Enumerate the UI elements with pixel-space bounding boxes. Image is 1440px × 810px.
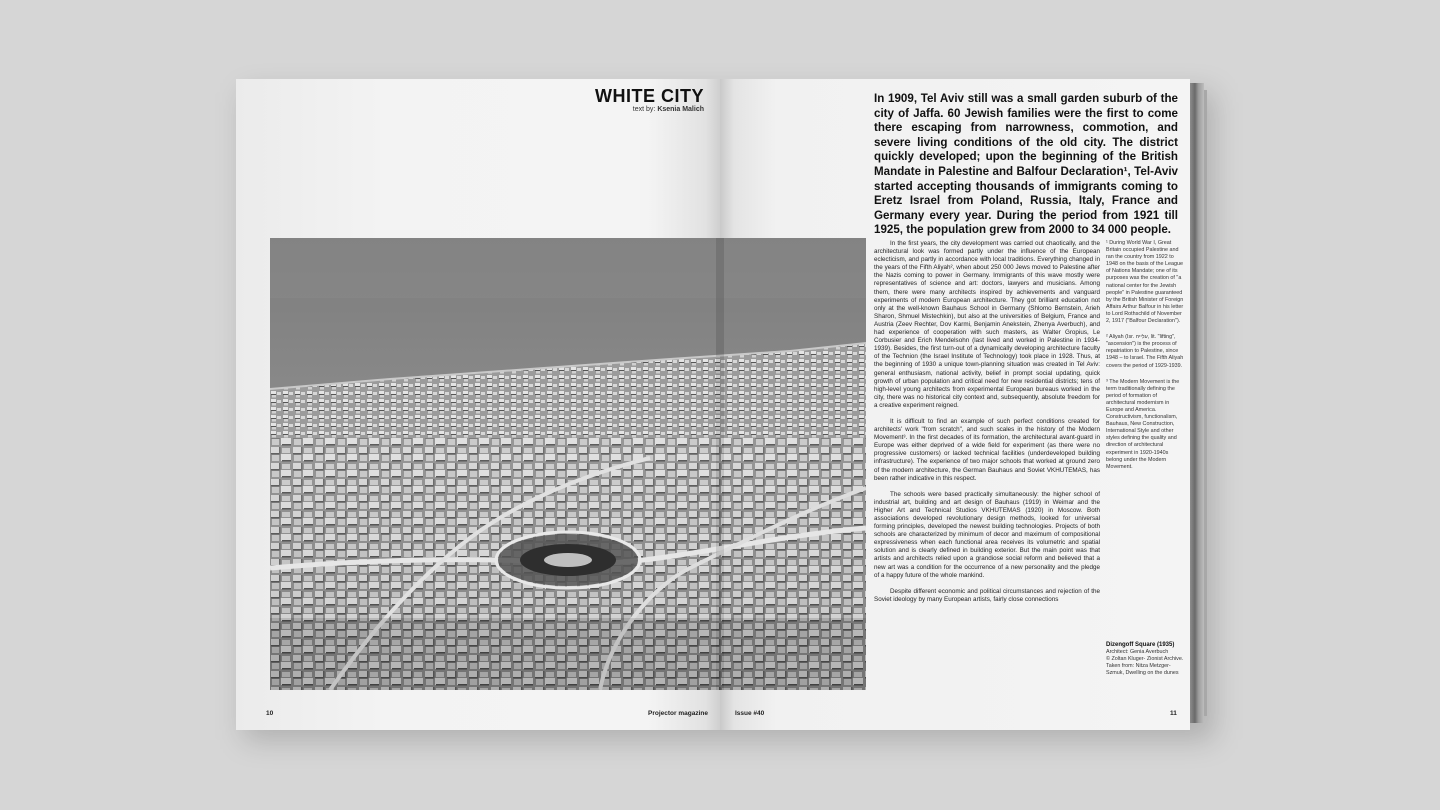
magazine-name: Projector magazine: [648, 710, 708, 717]
byline: [595, 106, 704, 113]
photo-caption: [1106, 642, 1184, 677]
body-paragraph: In the first years, the city development was carried out chaotically, and the architectural look was formed partly under the influence of the European eclecticism, and partly in accordance with local traditions. Everything changed in the years of the Fifth Aliyah², when about 250 000 Jews moved to Palestine after the Nazis coming to power in Germany. Immigrants of this wave mostly were representatives of science and art: doctors, lawyers and musicians. Among them, there were many architects inspired by achievements and vanguard experiments of modern European architecture. They got brilliant education not only at the well-known Bauhaus School in Germany (Shlomo Bernstein, Arieh Sharon, Shmuel Mistechkin), but also at the universities of Belgium, France and Austria (Zeev Rechter, Dov Karmi, Benjamin Anekstein, Zhenya Averbuch), and had experience of cooperation with such masters, as Walter Gropius, Le Corbusier and Erich Mendelsohn (last lived and worked in Palestine in 1934-1939). Besides, the first turn-out of a dynamically developing architecture faculty of the Technion (the Israel Institute of Technology) took place in 1928. Thus, at the beginning of 1930 a unique town-planning situation was created in Tel Aviv: general enthusiasm, national activity, belief in prompt social updating, quick growth of urban population and critical need for new residential districts; tens of high-level young architects from experimental European bureaus worked in the city, there was no historical city context and, subsequently, absolute freedom for a creative experiment reigned.: [874, 240, 1100, 409]
article-title: WHITE CITY: [595, 86, 704, 106]
body-paragraph: Despite different economic and political circumstances and rejection of the Soviet ideology by many European artists, fairly close connections: [874, 587, 1100, 603]
body-text-column: [874, 240, 1100, 612]
page-stack-edge-outer: [1204, 90, 1207, 716]
title-area: [236, 79, 720, 139]
article-header: [595, 87, 704, 113]
caption-title: Dizengoff Square (1935): [1106, 642, 1175, 648]
body-paragraph: It is difficult to find an example of such perfect conditions created for architects' work "from scratch", and such scales in the history of the Modern Movement³. In the first decades of its formation, the architectural avant-guard in Europe was either deprived of a wide field for experiment (as there were no progressive customers) or lacked technical facilities (underdeveloped building infrastructure). The experience of two major schools that worked at ground zero of the modern architecture, the German Bauhaus and Soviet VKHUTEMAS, has been rather indicative in this respect.: [874, 417, 1100, 482]
byline-author: Ksenia Malich: [657, 106, 704, 113]
photo-illustration: [270, 238, 866, 690]
byline-prefix: text by:: [632, 106, 656, 113]
issue-number: Issue #40: [735, 710, 765, 717]
left-page-number: 10: [266, 710, 274, 717]
aerial-city-photo: [270, 238, 866, 690]
footnotes-column: [1106, 240, 1184, 480]
footnote: ³ The Modern Movement is the term traditionally defining the period of formation of architectural modernism in Europe and America. Constructivism, functionalism, Bauhaus, New Construction, International Style and other styles defining the quality and direction of architectural experiment in 1920-1940s belong under the Modern Movement.: [1106, 378, 1180, 470]
right-page-number: 11: [1170, 710, 1177, 717]
footnote: ¹ During World War I, Great Britain occupied Palestine and ran the country from 1922 to 1948 on the basis of the League of Nations Mandate; one of its purposes was the creation of "a national center for the Jewish people" in Palestine guaranteed by the British Minister of Foreign Affairs Arthur Balfour in his letter to Lord Rothschild of November 2, 1917 ("Balfour Declaration").: [1106, 240, 1184, 325]
footnote: ² Aliyah (Isr. עלייה, lit. "lifting", "ascension") is the process of repatriation to Palestine, since 1948 – to Israel. The Fifth Aliyah covers the period of 1929-1939.: [1106, 334, 1184, 369]
caption-text: Architect: Genia Averbuch © Zoltan Kluger- Zionist Archive. Taken from: Nitza Metzger-Szmuk, Dwelling on the dunes: [1106, 649, 1184, 676]
page-stack-edge: [1190, 83, 1204, 723]
lead-paragraph: In 1909, Tel Aviv still was a small garden suburb of the city of Jaffa. 60 Jewish families were the first to come there escaping from narrowness, commotion, and severe living conditions of the old city. The district quickly developed; upon the beginning of the British Mandate in Palestine and Balfour Declaration¹, Tel-Aviv started accepting thousands of immigrants coming to Eretz Israel from Poland, Russia, Italy, France and Germany every year. During the period from 1921 till 1925, the population grew from 2000 to 34 000 people.: [874, 92, 1178, 237]
body-paragraph: The schools were based practically simultaneously: the higher school of industrial art, building and art design of Bauhaus (1919) in Weimar and the Higher Art and Technical Studios VKHUTEMAS (1920) in Moscow. Both associations developed revolutionary design methods, looked for universal forming principles, developed the newest building technologies. Projects of both schools are characterized by minimum of decor and maximum of compositional expressiveness when each functional area receives its volumetric and spatial solution and is clearly defined in building exterior. But the main point was that artists and architects relied upon a grandiose social reform and believed that a new art was a condition for the occurrence of a new personality and the pledge of a happy future of the whole mankind.: [874, 490, 1100, 579]
